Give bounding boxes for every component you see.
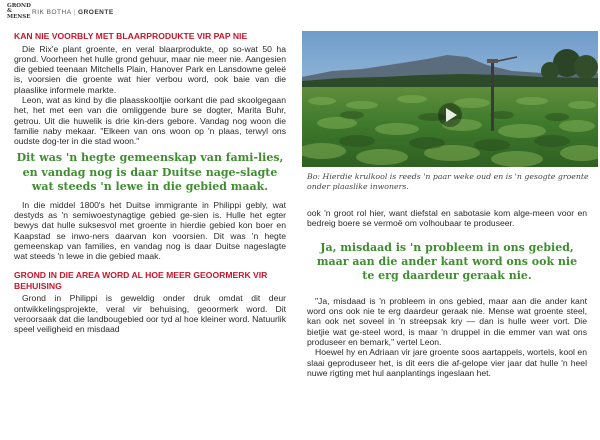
left-column [14, 31, 286, 335]
header-byline [32, 9, 114, 16]
paragraph: Grond in Philippi is geweldig onder druk omdat dit deur ontwikkelingsprojekte, veral vir behuising, geoormerk word. Dit veroorsaak dat die landbougebied oor tyd al hoe kleiner word. Natuurlik speel veiligheid en misdaad [14, 293, 286, 335]
pull-quote: Ja, misdaad is 'n probleem in ons gebied, maar aan die ander kant word ons ook nie te erg daardeur geraak nie. [316, 240, 578, 283]
paragraph: Leon, wat as kind by die plaasskooltjie oorkant die pad skoolgegaan het, het met een van die omliggende bure se dogter, Marita Buhr, getrou. Uit die huwelik is drie kin-ders gebore. Vandag nog woon die familie naby mekaar. "Elkeen van ons woon op 'n plaas, terwyl ons oudste dog-ter in die stad woon." [14, 94, 286, 147]
subheading-1: KAN NIE VOORBLY MET BLAARPRODUKTE VIR PAP NIE [14, 31, 248, 41]
subheading-2: GROND IN DIE AREA WORD AL HOE MEER GEOORMERK VIR BEHUISING [14, 270, 268, 291]
magazine-logo: GROND & MENSE [7, 2, 31, 20]
paragraph: In die middel 1800's het Duitse immigrante in Philippi gebly, wat destyds as 'n semiwoestynagtige gebied ge-sien is. Hulle het egter bewys dat hulle suksesvol met groente in hierdie gebied kon boer en Kaapstad se inwo-ners daarvan kon voorsien. Dit was 'n hegte gemeenskap van families, en vandag nog is daar Duitse nageslagte wat steeds 'n lewe in die gebied maak. [14, 199, 286, 262]
pull-quote: Dit was 'n hegte gemeenskap van fami-lies, en vandag nog is daar Duitse nage-slagte wat steeds 'n lewe in die gebied maak. [16, 151, 284, 194]
section-name: GROENTE [78, 8, 114, 16]
page-header [7, 2, 114, 20]
author-name: RIK BOTHA [32, 8, 72, 16]
photo-caption: Bo: Hierdie krulkool is reeds 'n paar weke oud en is 'n gesogte groente onder plaaslike inwoners. [307, 172, 589, 191]
header-separator: | [73, 8, 76, 16]
field-photo [302, 31, 598, 167]
paragraph: ook 'n groot rol hier, want diefstal en sabotasie kom alge-meen voor en bedreig boere se vermoë om volhoubaar te produseer. [307, 208, 587, 229]
paragraph: Hoewel hy en Adriaan vir jare groente soos aartappels, wortels, kool en slaai geproduseer het, is dit eers die af-gelope vier jaar dat hulle 'n heel nuwe rigting met hul aanplantings ingeslaan het. [307, 347, 587, 378]
right-column [307, 208, 587, 378]
paragraph: "Ja, misdaad is 'n probleem in ons gebied, maar aan die ander kant word ons ook nie te erg daardeur geraak nie. Mense wat groente steel, kan ook net soveel in 'n streepsak kry — dan is hulle weer vort. Die bietjie wat ge-steel word, is maar 'n druppel in die emmer van wat ons produseer en bemark," vertel Leon. [307, 295, 587, 347]
paragraph: Die Rix'e plant groente, en veral blaarprodukte, op so-wat 50 ha grond. Voorheen het hulle grond gehuur, maar nie meer nie. Aangesien die gebied teenaan Mitchells Plain, Hanover Park en Lansdowne geleë is, voorsien die groente wat hier verbou word, ook baie van die plaaslike informele markte. [14, 43, 286, 95]
